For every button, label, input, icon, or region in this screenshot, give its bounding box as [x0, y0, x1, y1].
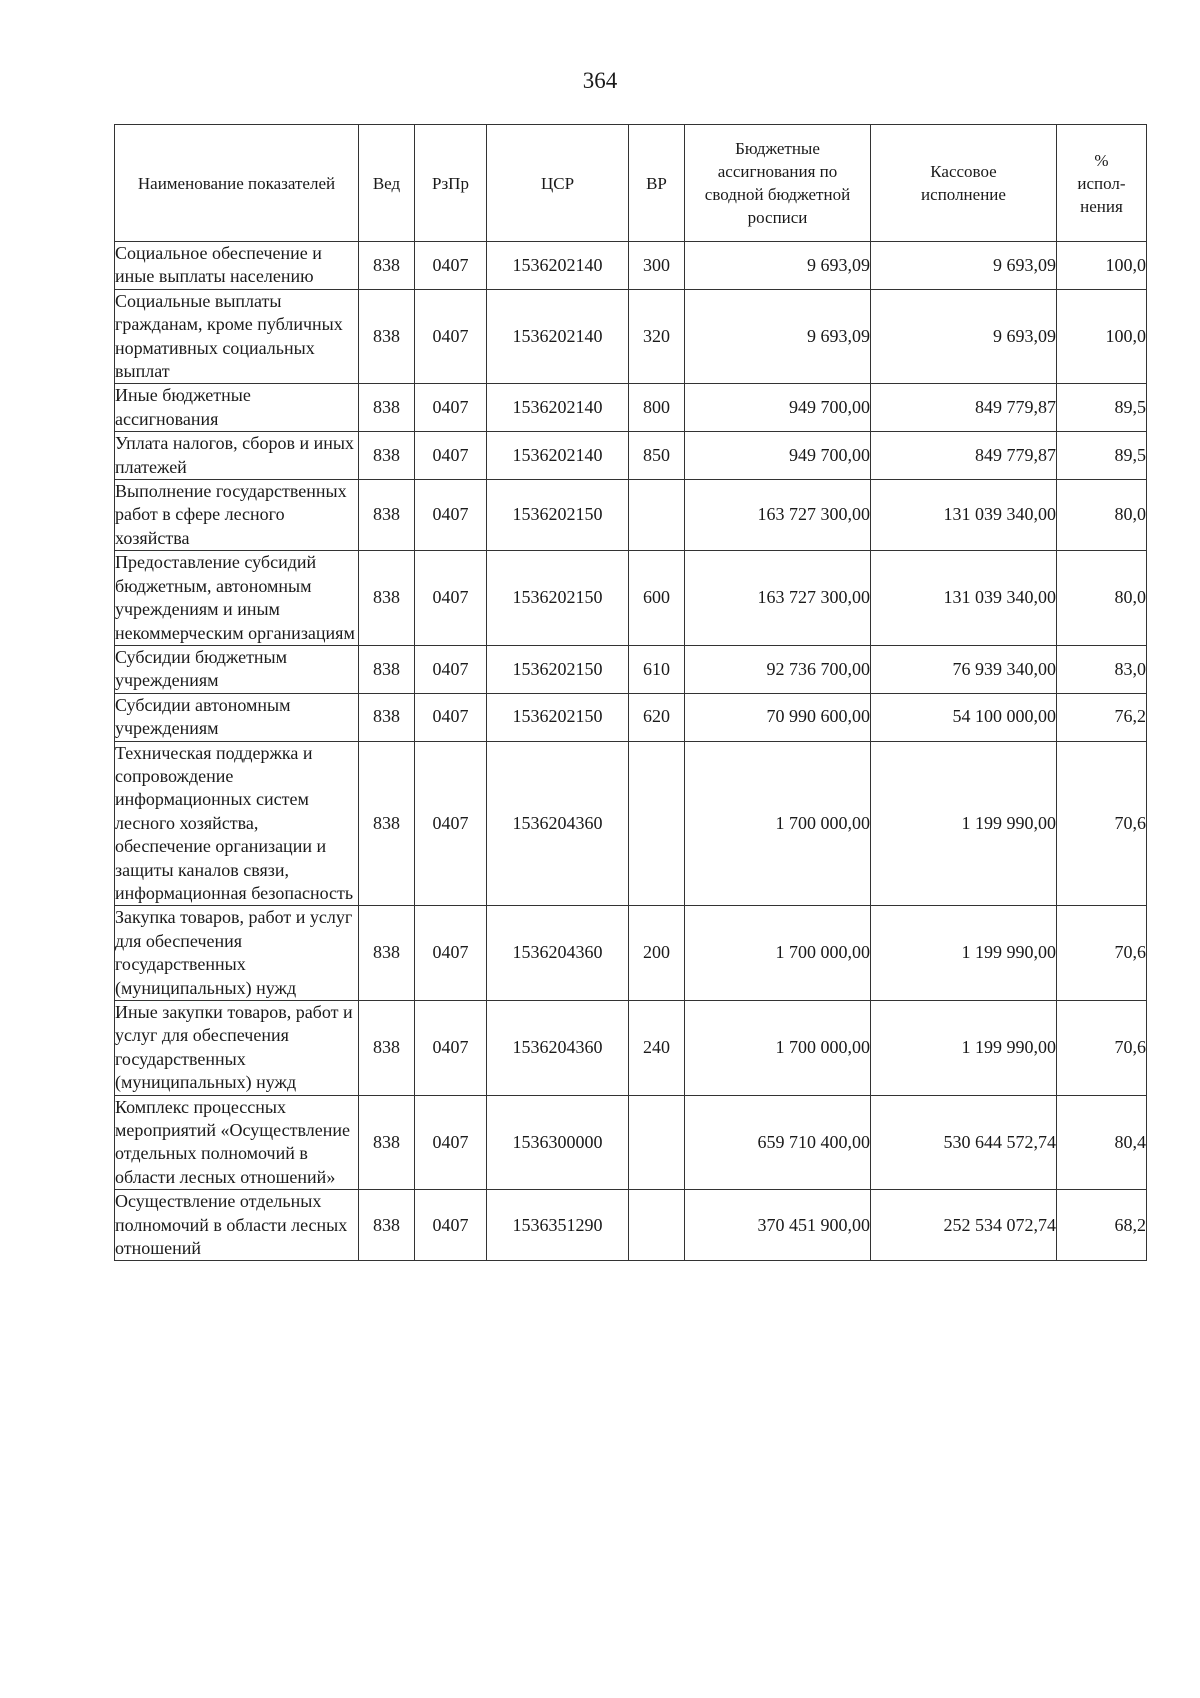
- cell-rzpr: 0407: [415, 645, 487, 693]
- cell-csr: 1536202150: [487, 645, 629, 693]
- table-row: [115, 432, 1147, 480]
- page-number: 364: [582, 68, 618, 93]
- table-row: [115, 645, 1147, 693]
- cell-name: Осуществление отдельных полномочий в области лесных отношений: [115, 1190, 359, 1261]
- cell-budget: 70 990 600,00: [685, 693, 871, 741]
- cell-percent: 80,4: [1057, 1095, 1147, 1190]
- cell-percent: 80,0: [1057, 551, 1147, 646]
- table-row: [115, 1095, 1147, 1190]
- table-row: [115, 906, 1147, 1001]
- cell-ved: 838: [359, 645, 415, 693]
- cell-cash: 76 939 340,00: [871, 645, 1057, 693]
- cell-rzpr: 0407: [415, 693, 487, 741]
- header-cash: Кассовое исполнение: [871, 125, 1057, 242]
- cell-percent: 100,0: [1057, 289, 1147, 384]
- cell-name: Предоставление субсидий бюджетным, автономным учреждениям и иным некоммерческим организациям: [115, 551, 359, 646]
- cell-vr: 300: [629, 242, 685, 290]
- cell-name: Субсидии бюджетным учреждениям: [115, 645, 359, 693]
- cell-ved: 838: [359, 289, 415, 384]
- cell-percent: 89,5: [1057, 384, 1147, 432]
- cell-csr: 1536202140: [487, 432, 629, 480]
- cell-ved: 838: [359, 906, 415, 1001]
- cell-vr: 240: [629, 1001, 685, 1096]
- cell-name: Социальное обеспечение и иные выплаты населению: [115, 242, 359, 290]
- cell-percent: 70,6: [1057, 741, 1147, 906]
- cell-name: Иные бюджетные ассигнования: [115, 384, 359, 432]
- cell-csr: 1536300000: [487, 1095, 629, 1190]
- cell-budget: 1 700 000,00: [685, 906, 871, 1001]
- cell-budget: 949 700,00: [685, 384, 871, 432]
- cell-ved: 838: [359, 1190, 415, 1261]
- cell-cash: 1 199 990,00: [871, 906, 1057, 1001]
- cell-vr: 200: [629, 906, 685, 1001]
- table-row: [115, 480, 1147, 551]
- cell-vr: [629, 1190, 685, 1261]
- cell-rzpr: 0407: [415, 1190, 487, 1261]
- header-csr: ЦСР: [487, 125, 629, 242]
- table-row: [115, 551, 1147, 646]
- cell-cash: 9 693,09: [871, 242, 1057, 290]
- header-percent: % испол-нения: [1057, 125, 1147, 242]
- cell-budget: 1 700 000,00: [685, 741, 871, 906]
- cell-budget: 9 693,09: [685, 289, 871, 384]
- cell-cash: 1 199 990,00: [871, 741, 1057, 906]
- header-name: Наименование показателей: [115, 125, 359, 242]
- cell-cash: 849 779,87: [871, 384, 1057, 432]
- cell-csr: 1536202150: [487, 693, 629, 741]
- cell-cash: 54 100 000,00: [871, 693, 1057, 741]
- table-row: [115, 1001, 1147, 1096]
- header-budget: Бюджетные ассигнования по сводной бюджетной росписи: [685, 125, 871, 242]
- cell-csr: 1536202140: [487, 384, 629, 432]
- cell-rzpr: 0407: [415, 242, 487, 290]
- cell-csr: 1536202150: [487, 551, 629, 646]
- cell-cash: 530 644 572,74: [871, 1095, 1057, 1190]
- cell-csr: 1536351290: [487, 1190, 629, 1261]
- cell-ved: 838: [359, 432, 415, 480]
- cell-percent: 80,0: [1057, 480, 1147, 551]
- cell-ved: 838: [359, 741, 415, 906]
- cell-csr: 1536202140: [487, 242, 629, 290]
- cell-percent: 100,0: [1057, 242, 1147, 290]
- cell-name: Уплата налогов, сборов и иных платежей: [115, 432, 359, 480]
- cell-budget: 163 727 300,00: [685, 480, 871, 551]
- cell-vr: 320: [629, 289, 685, 384]
- cell-name: Субсидии автономным учреждениям: [115, 693, 359, 741]
- cell-ved: 838: [359, 242, 415, 290]
- budget-execution-table: [114, 124, 1147, 1261]
- cell-vr: 850: [629, 432, 685, 480]
- cell-budget: 370 451 900,00: [685, 1190, 871, 1261]
- cell-name: Социальные выплаты гражданам, кроме публичных нормативных социальных выплат: [115, 289, 359, 384]
- cell-rzpr: 0407: [415, 289, 487, 384]
- cell-name: Комплекс процессных мероприятий «Осуществление отдельных полномочий в области лесных отношений»: [115, 1095, 359, 1190]
- cell-vr: [629, 741, 685, 906]
- table-row: [115, 289, 1147, 384]
- cell-rzpr: 0407: [415, 432, 487, 480]
- header-vr: ВР: [629, 125, 685, 242]
- cell-cash: 252 534 072,74: [871, 1190, 1057, 1261]
- cell-vr: 800: [629, 384, 685, 432]
- cell-ved: 838: [359, 480, 415, 551]
- cell-percent: 76,2: [1057, 693, 1147, 741]
- cell-csr: 1536204360: [487, 1001, 629, 1096]
- cell-rzpr: 0407: [415, 741, 487, 906]
- cell-vr: 620: [629, 693, 685, 741]
- cell-cash: 9 693,09: [871, 289, 1057, 384]
- cell-name: Выполнение государственных работ в сфере лесного хозяйства: [115, 480, 359, 551]
- header-rzpr: РзПр: [415, 125, 487, 242]
- table-row: [115, 384, 1147, 432]
- cell-ved: 838: [359, 1001, 415, 1096]
- cell-budget: 1 700 000,00: [685, 1001, 871, 1096]
- cell-rzpr: 0407: [415, 1001, 487, 1096]
- cell-budget: 949 700,00: [685, 432, 871, 480]
- cell-rzpr: 0407: [415, 1095, 487, 1190]
- cell-csr: 1536204360: [487, 741, 629, 906]
- cell-vr: [629, 1095, 685, 1190]
- cell-cash: 131 039 340,00: [871, 480, 1057, 551]
- cell-rzpr: 0407: [415, 551, 487, 646]
- cell-ved: 838: [359, 384, 415, 432]
- cell-rzpr: 0407: [415, 384, 487, 432]
- table-row: [115, 693, 1147, 741]
- cell-budget: 163 727 300,00: [685, 551, 871, 646]
- cell-budget: 659 710 400,00: [685, 1095, 871, 1190]
- cell-rzpr: 0407: [415, 480, 487, 551]
- cell-budget: 9 693,09: [685, 242, 871, 290]
- cell-csr: 1536204360: [487, 906, 629, 1001]
- cell-name: Иные закупки товаров, работ и услуг для обеспечения государственных (муниципальных) нужд: [115, 1001, 359, 1096]
- table-row: [115, 741, 1147, 906]
- cell-ved: 838: [359, 1095, 415, 1190]
- cell-csr: 1536202140: [487, 289, 629, 384]
- table-header-row: [115, 125, 1147, 242]
- cell-csr: 1536202150: [487, 480, 629, 551]
- cell-percent: 70,6: [1057, 1001, 1147, 1096]
- cell-ved: 838: [359, 551, 415, 646]
- table-row: [115, 242, 1147, 290]
- cell-ved: 838: [359, 693, 415, 741]
- cell-cash: 131 039 340,00: [871, 551, 1057, 646]
- cell-vr: 610: [629, 645, 685, 693]
- cell-cash: 1 199 990,00: [871, 1001, 1057, 1096]
- cell-percent: 89,5: [1057, 432, 1147, 480]
- cell-name: Закупка товаров, работ и услуг для обеспечения государственных (муниципальных) нужд: [115, 906, 359, 1001]
- cell-percent: 83,0: [1057, 645, 1147, 693]
- header-ved: Вед: [359, 125, 415, 242]
- cell-budget: 92 736 700,00: [685, 645, 871, 693]
- cell-percent: 68,2: [1057, 1190, 1147, 1261]
- cell-vr: [629, 480, 685, 551]
- cell-cash: 849 779,87: [871, 432, 1057, 480]
- cell-vr: 600: [629, 551, 685, 646]
- cell-rzpr: 0407: [415, 906, 487, 1001]
- table-row: [115, 1190, 1147, 1261]
- cell-name: Техническая поддержка и сопровождение информационных систем лесного хозяйства, обеспечение организации и защиты каналов связи, информационная безопасность: [115, 741, 359, 906]
- cell-percent: 70,6: [1057, 906, 1147, 1001]
